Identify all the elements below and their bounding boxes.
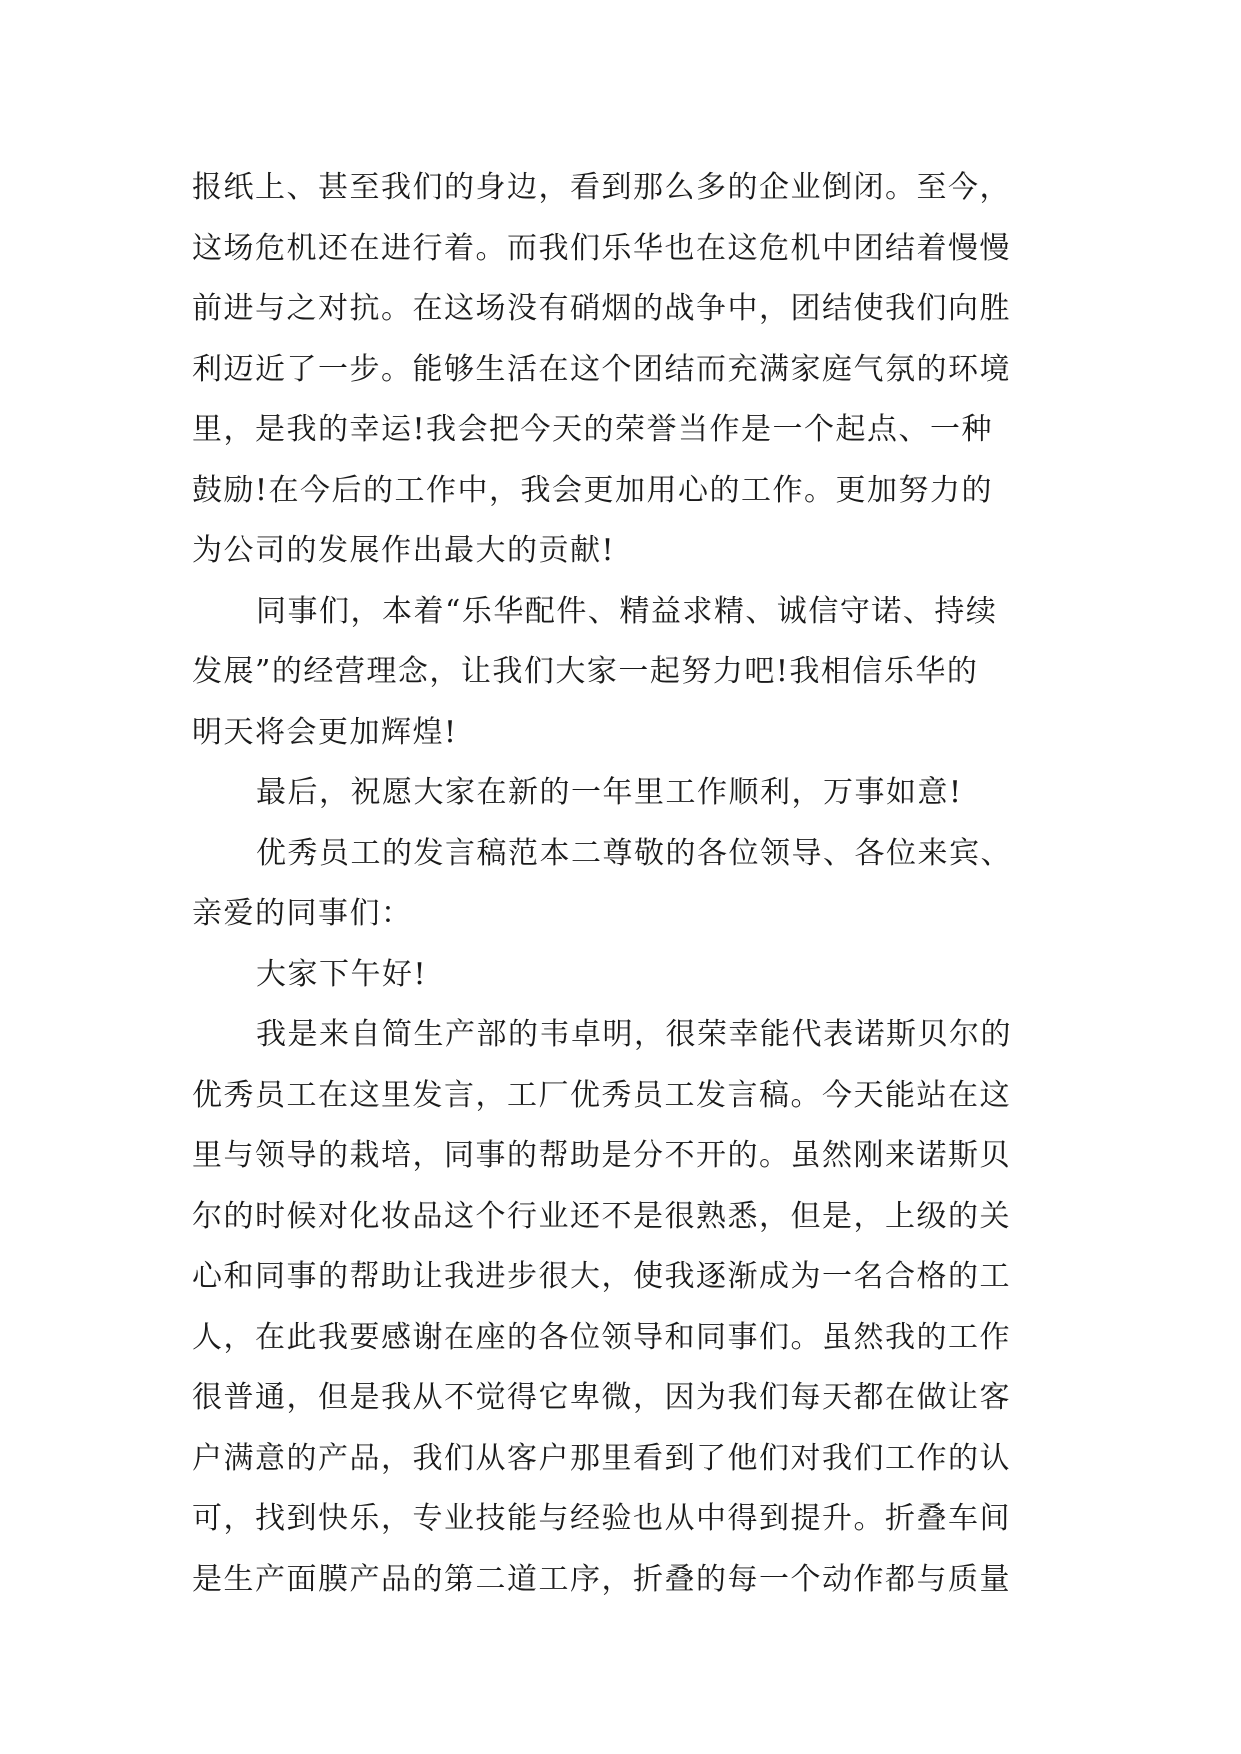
text-line: 尔的时候对化妆品这个行业还不是很熟悉，但是，上级的关 — [192, 1198, 1011, 1234]
paragraph-first-line: 最后，祝愿大家在新的一年里工作顺利，万事如意! — [256, 775, 963, 810]
text-line: 报纸上、甚至我们的身边，看到那么多的企业倒闭。至今， — [192, 170, 1011, 205]
text-line: 明天将会更加辉煌! — [192, 714, 458, 750]
text-line: 优秀员工在这里发言，工厂优秀员工发言稿。今天能站在这 — [192, 1077, 1011, 1113]
text-line: 鼓励!在今后的工作中，我会更加用心的工作。更加努力的 — [192, 472, 994, 508]
text-line: 亲爱的同事们： — [192, 896, 413, 931]
text-line: 是生产面膜产品的第二道工序，折叠的每一个动作都与质量 — [192, 1561, 1011, 1597]
text-line: 心和同事的帮助让我进步很大，使我逐渐成为一名合格的工 — [192, 1259, 1011, 1294]
text-line: 很普通，但是我从不觉得它卑微，因为我们每天都在做让客 — [192, 1380, 1011, 1415]
text-line: 为公司的发展作出最大的贡献! — [192, 533, 616, 568]
text-line: 里与领导的栽培，同事的帮助是分不开的。虽然刚来诺斯贝 — [192, 1138, 1011, 1173]
text-line: 人，在此我要感谢在座的各位领导和同事们。虽然我的工作 — [192, 1319, 1011, 1355]
text-line: 前进与之对抗。在这场没有硝烟的战争中，团结使我们向胜 — [192, 291, 1011, 326]
text-line: 利迈近了一步。能够生活在这个团结而充满家庭气氛的环境 — [192, 351, 1011, 387]
paragraph-first-line: 同事们，本着“乐华配件、精益求精、诚信守诺、持续 — [256, 593, 998, 629]
text-line: 这场危机还在进行着。而我们乐华也在这危机中团结着慢慢 — [192, 230, 1011, 266]
text-line: 可，找到快乐，专业技能与经验也从中得到提升。折叠车间 — [192, 1501, 1011, 1536]
paragraph-first-line: 大家下午好! — [256, 956, 428, 992]
text-line: 户满意的产品，我们从客户那里看到了他们对我们工作的认 — [192, 1440, 1011, 1476]
paragraph-first-line: 我是来自简生产部的韦卓明，很荣幸能代表诺斯贝尔的 — [256, 1017, 1012, 1052]
text-line: 里，是我的幸运!我会把今天的荣誉当作是一个起点、一种 — [192, 412, 994, 447]
text-line: 发展”的经营理念，让我们大家一起努力吧!我相信乐华的 — [192, 654, 979, 689]
document-body — [192, 158, 1062, 1610]
paragraph-first-line: 优秀员工的发言稿范本二尊敬的各位领导、各位来宾、 — [256, 835, 1012, 871]
